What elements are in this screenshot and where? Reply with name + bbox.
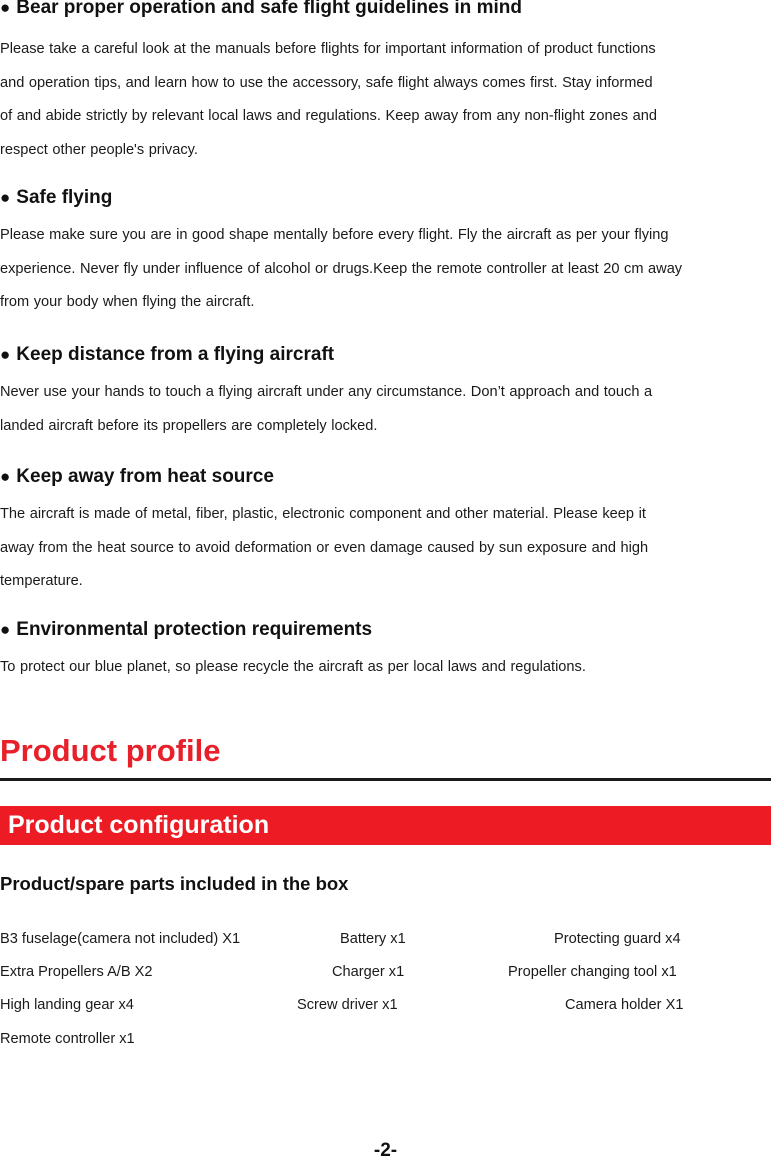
- paragraph-line: respect other people's privacy.: [0, 141, 198, 158]
- paragraph-safe-flying: [0, 219, 771, 320]
- section-heading-keep-distance: [0, 344, 334, 366]
- paragraph-line: and operation tips, and learn how to use the accessory, safe flight always comes first. Stay informed: [0, 74, 653, 91]
- product-configuration-title: Product configuration: [8, 811, 270, 839]
- part-item: Protecting guard x4: [554, 931, 681, 947]
- heading-text: Safe flying: [16, 187, 113, 208]
- paragraph-keep-distance: [0, 376, 771, 443]
- section-heading-safe-flying: [0, 187, 112, 209]
- paragraph-line: temperature.: [0, 573, 83, 589]
- paragraph-line: To protect our blue planet, so please recycle the aircraft as per local laws and regulations.: [0, 659, 586, 675]
- bullet-icon: ●: [0, 620, 11, 639]
- section-heading-heat-source: [0, 466, 274, 488]
- paragraph-environmental: [0, 651, 771, 685]
- paragraph-line: landed aircraft before its propellers are completely locked.: [0, 417, 378, 434]
- bullet-icon: ●: [0, 345, 11, 364]
- product-profile-title: Product profile: [0, 733, 221, 768]
- part-item: High landing gear x4: [0, 997, 134, 1013]
- part-item: Charger x1: [332, 964, 405, 980]
- paragraph-line: The aircraft is made of metal, fiber, plastic, electronic component and other material. Please keep it: [0, 506, 646, 522]
- part-item: Screw driver x1: [297, 997, 398, 1013]
- bullet-icon: ●: [0, 188, 11, 207]
- page-number: -2-: [373, 1140, 398, 1161]
- product-configuration-banner: [0, 806, 771, 845]
- heading-text: Keep away from heat source: [16, 466, 274, 487]
- paragraph-line: experience. Never fly under influence of alcohol or drugs.Keep the remote controller at least 20 cm away: [0, 260, 683, 277]
- paragraph-line: of and abide strictly by relevant local laws and regulations. Keep away from any non-flight zones and: [0, 108, 657, 124]
- heading-text: Bear proper operation and safe flight guidelines in mind: [16, 0, 522, 18]
- bullet-icon: ●: [0, 0, 11, 17]
- paragraph-heat-source: [0, 498, 771, 599]
- part-item: Extra Propellers A/B X2: [0, 964, 153, 980]
- part-item: Propeller changing tool x1: [508, 964, 677, 980]
- paragraph-safe-flight-guidelines: [0, 33, 771, 167]
- parts-heading: Product/spare parts included in the box: [0, 873, 349, 894]
- paragraph-line: Please take a careful look at the manuals before flights for important information of product functions: [0, 41, 656, 57]
- bullet-icon: ●: [0, 467, 11, 486]
- part-item: Camera holder X1: [565, 997, 684, 1013]
- paragraph-line: Never use your hands to touch a flying aircraft under any circumstance. Don’t approach and touch a: [0, 384, 653, 400]
- part-item: Battery x1: [340, 931, 406, 947]
- heading-text: Keep distance from a flying aircraft: [16, 344, 335, 365]
- paragraph-line: Please make sure you are in good shape mentally before every flight. Fly the aircraft as per your flying: [0, 227, 669, 243]
- part-item: B3 fuselage(camera not included) X1: [0, 931, 241, 947]
- section-heading-environmental: [0, 619, 372, 641]
- section-heading-safe-flight-guidelines: [0, 0, 522, 19]
- title-divider: [0, 778, 771, 781]
- heading-text: Environmental protection requirements: [16, 619, 373, 640]
- part-item: Remote controller x1: [0, 1031, 135, 1047]
- paragraph-line: from your body when flying the aircraft.: [0, 294, 255, 310]
- paragraph-line: away from the heat source to avoid deformation or even damage caused by sun exposure and high: [0, 539, 649, 556]
